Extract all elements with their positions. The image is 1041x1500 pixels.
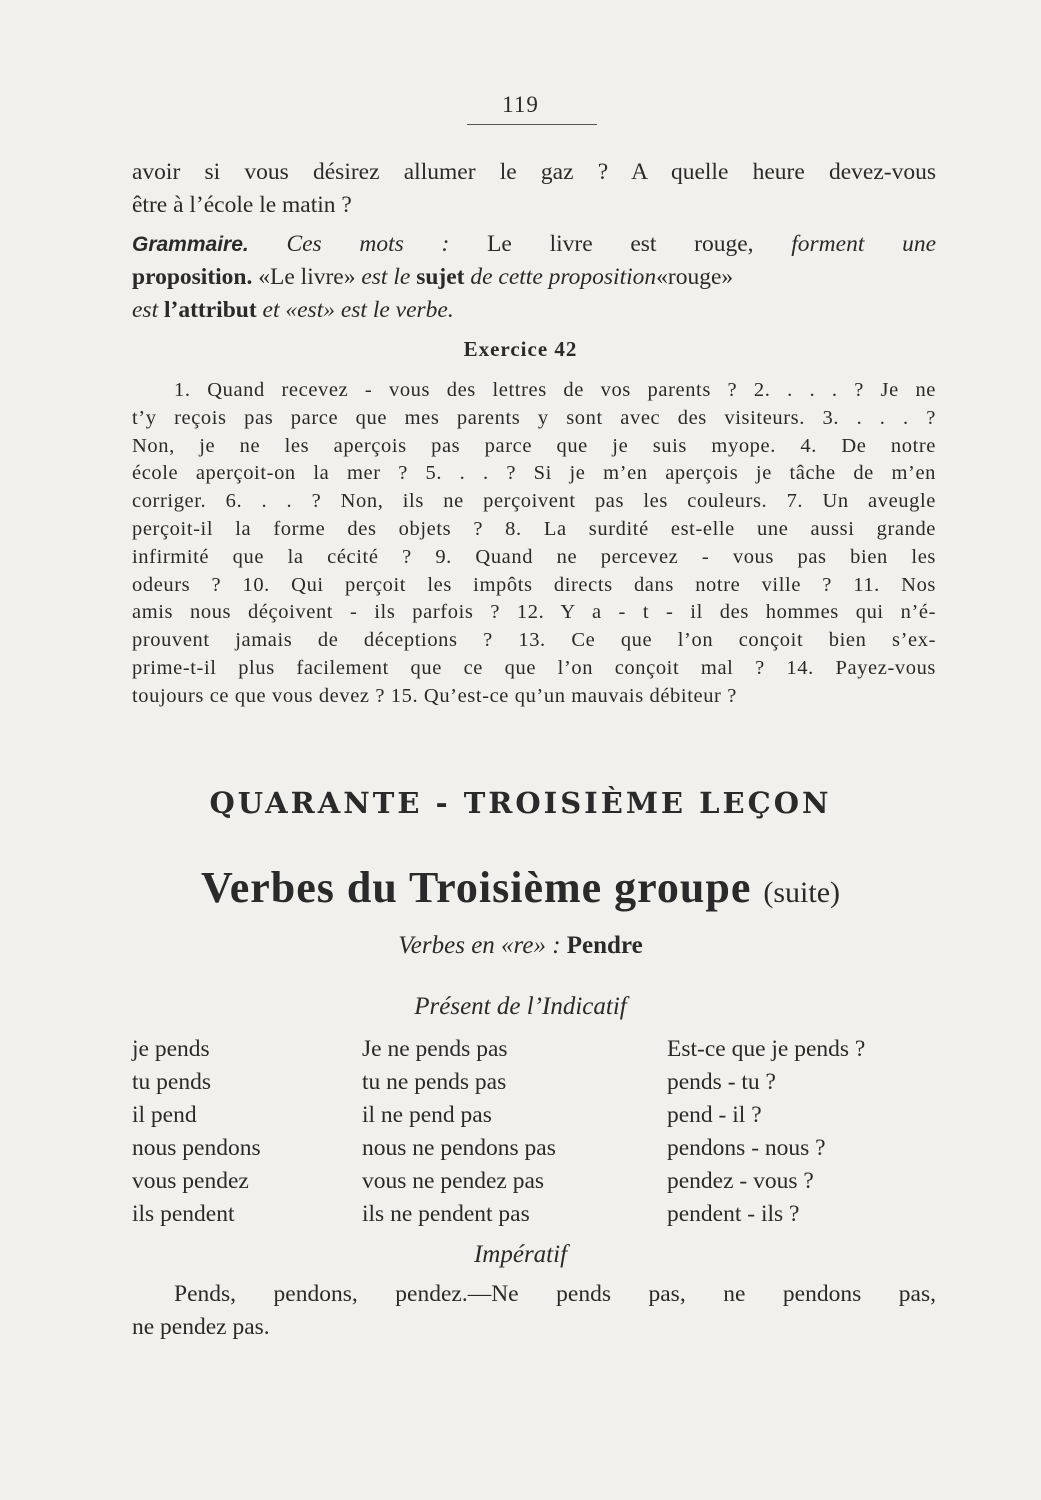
conjugation-row (132, 1135, 952, 1168)
verb-subtitle-verb: Pendre (560, 932, 643, 959)
imperatif-line: ne pendez pas. (132, 1314, 270, 1340)
imperatif-paragraph (132, 1278, 936, 1344)
page-number-rule (467, 124, 597, 125)
grammaire-text: est le (361, 264, 411, 290)
exercice-line: amis nous déçoivent - ils parfois ? 12. Y a - t - il des hommes qui n’é- (132, 601, 936, 624)
intro-line: avoir si vous désirez allumer le gaz ? A quelle heure devez-vous (132, 159, 936, 185)
grammaire-text: proposition. (132, 264, 253, 290)
exercice-line: 1. Quand recevez - vous des lettres de vos parents ? 2. . . . ? Je ne (174, 379, 936, 401)
exercice-line: t’y reçois pas parce que mes parents y sont avec des visiteurs. 3. . . . ? (132, 406, 936, 429)
negative-form: il ne pend pas (362, 1102, 492, 1128)
grammaire-text: forment une (791, 231, 936, 257)
interrogative-form: pendons - nous ? (667, 1135, 826, 1161)
grammaire-text: Le livre est rouge, (449, 231, 792, 257)
grammaire-text: «rouge» (656, 264, 734, 290)
exercice-line: prouvent jamais de déceptions ? 13. Ce que l’on conçoit bien s’ex- (132, 629, 936, 652)
imperatif-title (0, 1241, 1041, 1269)
verb-subtitle-italic: Verbes en «re» : (398, 932, 561, 959)
conjugation-row (132, 1168, 952, 1201)
exercice-line: corriger. 6. . . ? Non, ils ne perçoivent pas les couleurs. 7. Un aveugle (132, 490, 936, 513)
exercice-line: prime-t-il plus facilement que ce que l’on conçoit mal ? 14. Payez-vous (132, 656, 936, 679)
section-suite: (suite) (763, 876, 840, 909)
verb-subtitle (0, 932, 1041, 960)
grammaire-line (132, 261, 936, 294)
section-title (0, 862, 1041, 913)
section-title-text: Verbes du Troisième groupe (200, 863, 752, 912)
affirmative-form: je pends (132, 1036, 210, 1062)
present-title (0, 993, 1041, 1021)
exercice-line: infirmité que la cécité ? 9. Quand ne percevez - vous pas bien les (132, 545, 936, 568)
grammaire-text: Ces mots : (286, 231, 450, 257)
negative-form: nous ne pendons pas (362, 1135, 556, 1161)
interrogative-form: Est-ce que je pends ? (667, 1036, 866, 1062)
affirmative-form: nous pendons (132, 1135, 261, 1161)
negative-form: tu ne pends pas (362, 1069, 507, 1095)
grammaire-label: Grammaire. (132, 233, 249, 256)
interrogative-form: pend - il ? (667, 1102, 762, 1128)
imperatif-line: Pends, pendons, pendez.—Ne pends pas, ne pendons pas, (174, 1281, 936, 1307)
present-title-text: Présent de l’Indicatif (414, 993, 627, 1020)
exercice-line: perçoit-il la forme des objets ? 8. La surdité est-elle une aussi grande (132, 517, 936, 540)
page-number: 119 (502, 92, 539, 117)
affirmative-form: vous pendez (132, 1168, 249, 1194)
grammaire-text: sujet (410, 264, 471, 290)
affirmative-form: il pend (132, 1102, 197, 1128)
intro-paragraph (132, 156, 936, 222)
grammaire-paragraph (132, 228, 936, 327)
grammaire-text: «Le livre» (252, 264, 362, 290)
interrogative-form: pendent - ils ? (667, 1201, 800, 1227)
exercice-line: école aperçoit-on la mer ? 5. . . ? Si je m’en aperçois je tâche de m’en (132, 462, 936, 485)
negative-form: Je ne pends pas (362, 1036, 508, 1062)
exercice-line: Non, je ne les aperçois pas parce que je suis myope. 4. De notre (132, 434, 936, 457)
affirmative-form: tu pends (132, 1069, 211, 1095)
conjugation-table (132, 1036, 952, 1234)
negative-form: ils ne pendent pas (362, 1201, 530, 1227)
conjugation-row (132, 1069, 952, 1102)
conjugation-row (132, 1201, 952, 1234)
grammaire-text: est (132, 297, 159, 323)
interrogative-form: pendez - vous ? (667, 1168, 814, 1194)
intro-line: être à l’école le matin ? (132, 192, 352, 218)
grammaire-text: l’attribut (158, 297, 263, 323)
grammaire-text: et «est» est le verbe. (262, 297, 454, 323)
exercice-title: Exercice 42 (463, 337, 578, 361)
grammaire-line (132, 228, 936, 261)
exercice-line: odeurs ? 10. Qui perçoit les impôts directs dans notre ville ? 11. Nos (132, 573, 936, 596)
grammaire-text: de cette proposition (470, 264, 657, 290)
affirmative-form: ils pendent (132, 1201, 235, 1227)
conjugation-row (132, 1036, 952, 1069)
imperatif-title-text: Impératif (473, 1241, 568, 1268)
exercice-text (132, 377, 936, 711)
lesson-title: QUARANTE - TROISIÈME LEÇON (209, 786, 832, 820)
interrogative-form: pends - tu ? (667, 1069, 776, 1095)
grammaire-line (132, 294, 936, 327)
conjugation-row (132, 1102, 952, 1135)
negative-form: vous ne pendez pas (362, 1168, 545, 1194)
exercice-line: toujours ce que vous devez ? 15. Qu’est-ce qu’un mauvais débiteur ? (132, 684, 737, 707)
